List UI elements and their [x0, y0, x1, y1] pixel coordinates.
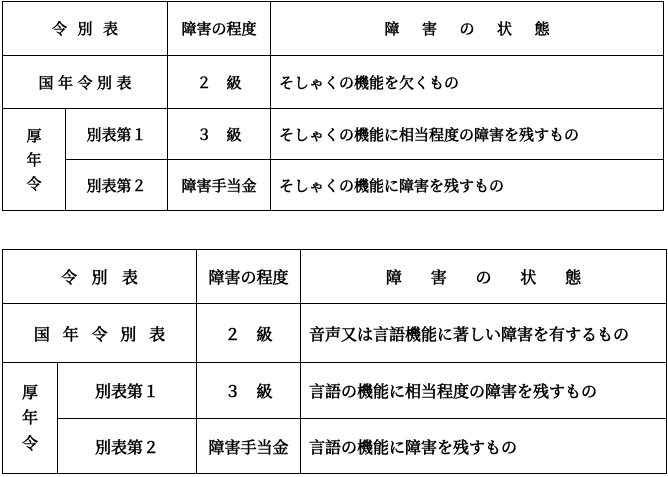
header-row	[3, 250, 667, 304]
state-cell: そしゃくの機能に相当程度の障害を残すもの	[271, 109, 664, 160]
header-degree: 障害の程度	[168, 2, 271, 56]
header-row	[3, 2, 664, 56]
state-cell: 言語の機能に障害を残すもの	[301, 419, 667, 474]
degree-cell: 障害手当金	[197, 419, 301, 474]
table-row	[3, 363, 667, 419]
degree-cell: ２ 級	[168, 56, 271, 109]
header-state: 障害の状態	[271, 2, 664, 56]
category-cell: 国年令別表	[3, 304, 197, 363]
group-label: 厚年令	[26, 126, 42, 193]
state-cell: そしゃくの機能に障害を残すもの	[271, 160, 664, 211]
header-category: 令別表	[3, 250, 197, 304]
table-row	[3, 304, 667, 363]
state-cell: 言語の機能に相当程度の障害を残すもの	[301, 363, 667, 419]
header-category: 令別表	[3, 2, 168, 56]
degree-cell: ２ 級	[197, 304, 301, 363]
state-cell: そしゃくの機能を欠くもの	[271, 56, 664, 109]
sub-category-cell: 別表第１	[58, 363, 197, 419]
category-cell: 国年令別表	[3, 56, 168, 109]
sub-category-cell: 別表第２	[66, 160, 168, 211]
table-row	[3, 160, 664, 211]
state-cell: 音声又は言語機能に著しい障害を有するもの	[301, 304, 667, 363]
disability-grade-table-mastication	[2, 1, 664, 211]
group-label: 厚年令	[22, 382, 39, 453]
header-degree: 障害の程度	[197, 250, 301, 304]
sub-category-cell: 別表第１	[66, 109, 168, 160]
degree-cell: ３ 級	[168, 109, 271, 160]
group-cell	[3, 363, 58, 474]
sub-category-cell: 別表第２	[58, 419, 197, 474]
degree-cell: ３ 級	[197, 363, 301, 419]
header-state: 障害の状態	[301, 250, 667, 304]
group-cell	[3, 109, 66, 211]
table-row	[3, 109, 664, 160]
degree-cell: 障害手当金	[168, 160, 271, 211]
table-row	[3, 419, 667, 474]
table-row	[3, 56, 664, 109]
disability-grade-table-speech	[2, 249, 667, 474]
